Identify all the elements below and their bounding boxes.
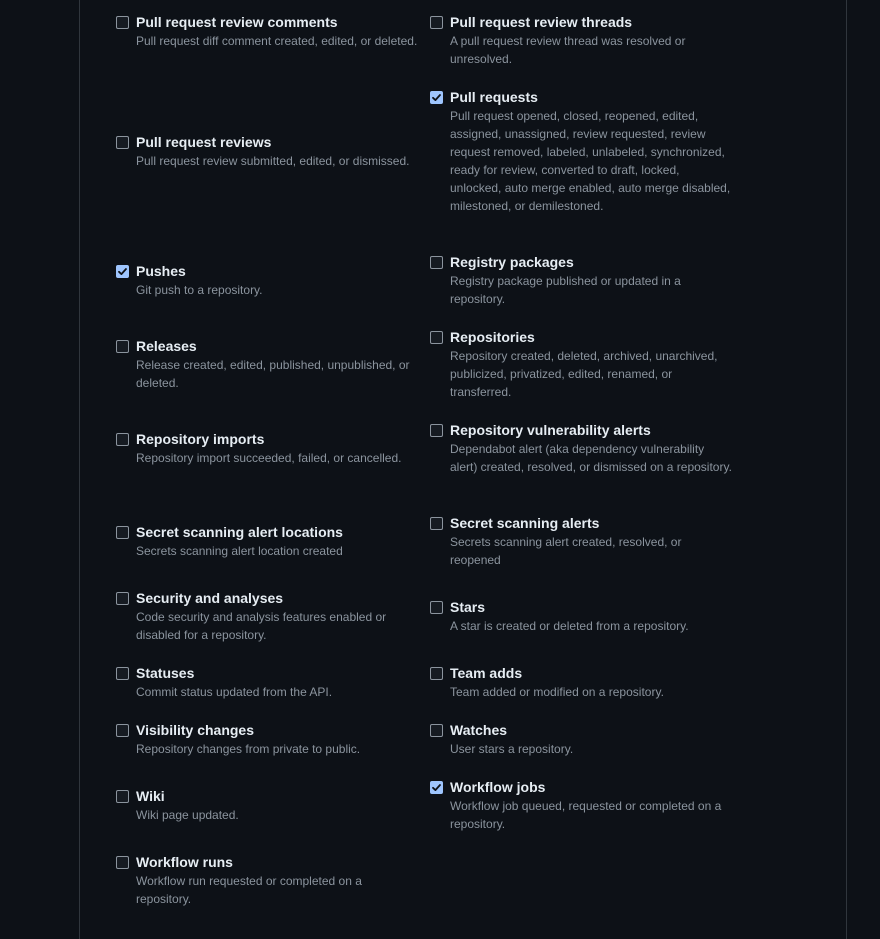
checkbox[interactable] bbox=[430, 16, 443, 29]
event-description: Repository created, deleted, archived, unarchived, publicized, privatized, edited, renamed, or transferred. bbox=[450, 349, 718, 399]
event-title: Visibility changes bbox=[136, 722, 255, 738]
checkbox[interactable] bbox=[116, 592, 129, 605]
event-title: Team adds bbox=[450, 665, 523, 681]
checkbox[interactable] bbox=[116, 433, 129, 446]
event-description: User stars a repository. bbox=[450, 742, 574, 756]
checkbox[interactable] bbox=[116, 790, 129, 803]
event-description: Workflow run requested or completed on a repository. bbox=[136, 874, 362, 906]
event-title: Workflow runs bbox=[136, 854, 233, 870]
checkbox[interactable] bbox=[116, 16, 129, 29]
event-title: Repositories bbox=[450, 329, 535, 345]
event-description: Commit status updated from the API. bbox=[136, 685, 333, 699]
event-description: Wiki page updated. bbox=[136, 808, 239, 822]
checkbox[interactable] bbox=[116, 856, 129, 869]
event-description: Code security and analysis features enabled or disabled for a repository. bbox=[136, 610, 387, 642]
event-title: Pull request reviews bbox=[136, 134, 272, 150]
event-title: Repository imports bbox=[136, 431, 265, 447]
event-description: Repository changes from private to public. bbox=[136, 742, 361, 756]
checkbox[interactable] bbox=[430, 601, 443, 614]
event-title: Secret scanning alert locations bbox=[136, 524, 343, 540]
checkbox[interactable] bbox=[430, 517, 443, 530]
event-description: A star is created or deleted from a repository. bbox=[450, 619, 689, 633]
event-description: Secrets scanning alert location created bbox=[136, 544, 343, 558]
checkbox[interactable] bbox=[116, 667, 129, 680]
event-title: Repository vulnerability alerts bbox=[450, 422, 651, 438]
event-description: Workflow job queued, requested or completed on a repository. bbox=[450, 799, 722, 831]
checkbox-checked[interactable] bbox=[430, 781, 443, 794]
event-title: Releases bbox=[136, 338, 197, 354]
event-description: Pull request diff comment created, edited, or deleted. bbox=[136, 34, 418, 48]
event-description: Registry package published or updated in a repository. bbox=[450, 274, 681, 306]
event-description: Git push to a repository. bbox=[136, 283, 263, 297]
event-description: Release created, edited, published, unpublished, or deleted. bbox=[136, 358, 410, 390]
checkbox[interactable] bbox=[430, 667, 443, 680]
checkbox[interactable] bbox=[430, 331, 443, 344]
event-description: Dependabot alert (aka dependency vulnerability alert) created, resolved, or dismissed on a repository. bbox=[450, 442, 732, 474]
event-description: Pull request review submitted, edited, or dismissed. bbox=[136, 154, 410, 168]
event-description: Secrets scanning alert created, resolved, or reopened bbox=[450, 535, 682, 567]
checkbox[interactable] bbox=[430, 724, 443, 737]
checkbox[interactable] bbox=[430, 424, 443, 437]
event-description: Team added or modified on a repository. bbox=[450, 685, 664, 699]
event-title: Pushes bbox=[136, 263, 186, 279]
event-title: Watches bbox=[450, 722, 508, 738]
event-title: Pull requests bbox=[450, 89, 538, 105]
event-title: Workflow jobs bbox=[450, 779, 546, 795]
event-title: Registry packages bbox=[450, 254, 574, 270]
event-title: Secret scanning alerts bbox=[450, 515, 600, 531]
checkbox[interactable] bbox=[116, 724, 129, 737]
checkbox-checked[interactable] bbox=[116, 265, 129, 278]
event-title: Wiki bbox=[136, 788, 165, 804]
checkbox[interactable] bbox=[116, 340, 129, 353]
event-title: Pull request review threads bbox=[450, 14, 633, 30]
event-title: Statuses bbox=[136, 665, 195, 681]
event-description: A pull request review thread was resolved or unresolved. bbox=[450, 34, 686, 66]
checkbox[interactable] bbox=[430, 256, 443, 269]
event-description: Pull request opened, closed, reopened, edited, assigned, unassigned, review requested, review request removed, labeled, unlabeled, synchronized, ready for review, converted to draft, locked, unlocked, auto merge enabled, auto merge disabled, milestoned, or demilestoned. bbox=[450, 109, 731, 213]
checkbox-checked[interactable] bbox=[430, 91, 443, 104]
checkbox[interactable] bbox=[116, 136, 129, 149]
event-description: Repository import succeeded, failed, or cancelled. bbox=[136, 451, 402, 465]
event-title: Security and analyses bbox=[136, 590, 284, 606]
event-title: Pull request review comments bbox=[136, 14, 338, 30]
event-title: Stars bbox=[450, 599, 486, 615]
checkbox[interactable] bbox=[116, 526, 129, 539]
